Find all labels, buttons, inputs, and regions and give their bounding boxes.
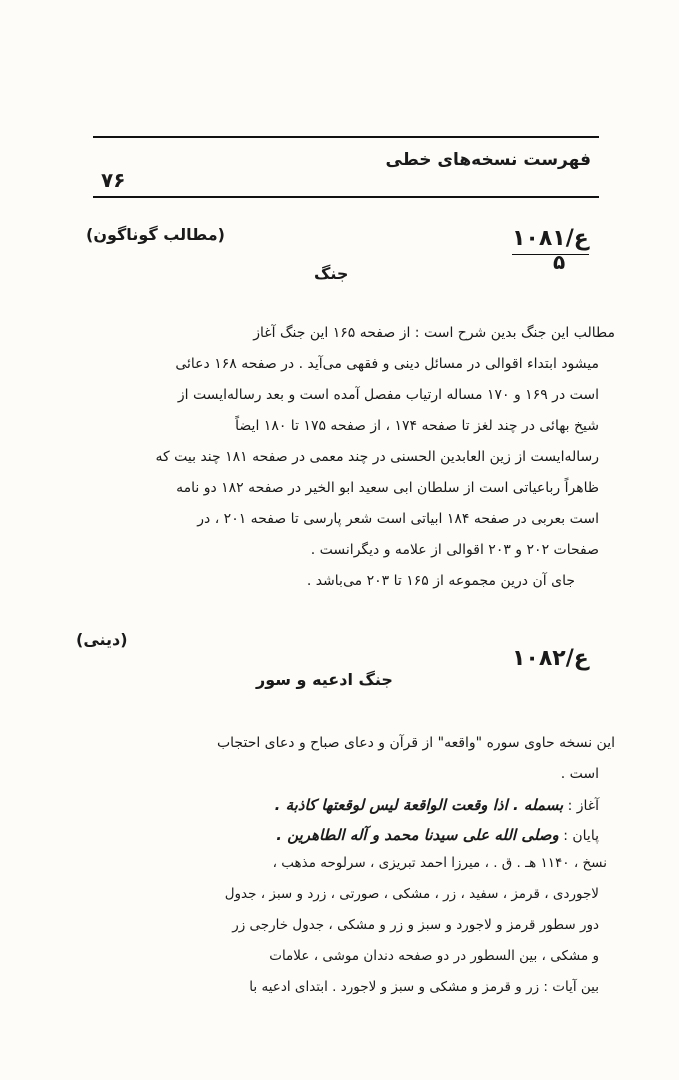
page-number: ۷۶ xyxy=(101,168,126,192)
entry-number-divider xyxy=(512,254,589,255)
entry-description xyxy=(155,318,615,597)
text-line: جای آن درین مجموعه از ۱۶۵ تا ۲۰۳ می‌باشد . xyxy=(306,573,575,589)
text-line: رساله‌ایست از زین العابدین الحسنی در چند معمی در صفحه ۱۸۱ چند بیت که xyxy=(155,449,599,465)
text-line: دور سطور قرمز و لاجورد و سبز و زر و مشکی ، جدول خارجی زر xyxy=(232,917,599,933)
text-line: میشود ابتداء اقوالی در مسائل دینی و فقهی می‌آید . در صفحه ۱۶۸ دعائی xyxy=(175,356,599,372)
entry-subject: (مطالب گوناگون) xyxy=(86,225,225,244)
incipit-label: آغاز : xyxy=(567,798,599,814)
text-line: صفحات ۲۰۲ و ۲۰۳ اقوالی از علامه و دیگرانست . xyxy=(310,542,599,558)
entry-sub-number: ۵ xyxy=(553,250,566,274)
text-line: شیخ بهائی در چند لغز تا صفحه ۱۷۴ ، از صفحه ۱۷۵ تا ۱۸۰ ایضاً xyxy=(235,418,599,434)
header-bottom-rule xyxy=(93,196,599,198)
explicit-text: وصلی الله علی سیدنا محمد و آله الطاهرین . xyxy=(276,826,559,844)
running-header-title: فهرست نسخه‌های خطی xyxy=(385,150,591,170)
entry-title: جنگ ادعیه و سور xyxy=(256,670,393,689)
text-line: نسخ ، ۱۱۴۰ هـ . ق . ، میرزا احمد تبریزی ، سرلوحه مذهب ، xyxy=(272,855,607,871)
header-top-rule xyxy=(93,136,599,138)
text-line: این نسخه حاوی سوره "واقعه" از قرآن و دعای صباح و دعای احتجاب xyxy=(216,735,615,751)
text-line: است بعربی در صفحه ۱۸۴ ابیاتی است شعر پارسی تا صفحه ۲۰۱ ، در xyxy=(197,511,599,527)
physical-description xyxy=(224,848,607,1003)
text-line: بین آیات : زر و قرمز و مشکی و سبز و لاجورد . ابتدای ادعیه با xyxy=(249,979,599,995)
entry-title: جنگ xyxy=(314,264,349,283)
incipit-text: بسمله . اذا وقعت الواقعة لیس لوقعتها کاذبة . xyxy=(274,796,564,814)
explicit-label: پایان : xyxy=(563,828,599,844)
text-line: است . xyxy=(560,766,599,782)
entry-subject: (دینی) xyxy=(76,630,128,649)
text-line: ظاهراً رباعیاتی است از سلطان ابی سعید ابو الخیر در صفحه ۱۸۲ دو نامه xyxy=(176,480,599,496)
entry-number: ۱۰۸۲/ع xyxy=(512,646,589,671)
entry-description xyxy=(216,728,615,790)
text-line: و مشکی ، بین السطور در دو صفحه دندان موشی ، علامات xyxy=(269,948,599,964)
text-line: است در ۱۶۹ و ۱۷۰ مساله ارتیاب مفصل آمده است و بعد رساله‌ایست از xyxy=(177,387,599,403)
text-line: لاجوردی ، قرمز ، سفید ، زر ، مشکی ، صورتی ، زرد و سبز ، جدول xyxy=(224,886,599,902)
entry-number: ۱۰۸۱/ع xyxy=(512,226,589,251)
incipit xyxy=(275,790,599,821)
text-line: مطالب این جنگ بدین شرح است : از صفحه ۱۶۵ این جنگ آغاز xyxy=(253,325,615,341)
explicit xyxy=(276,820,599,851)
